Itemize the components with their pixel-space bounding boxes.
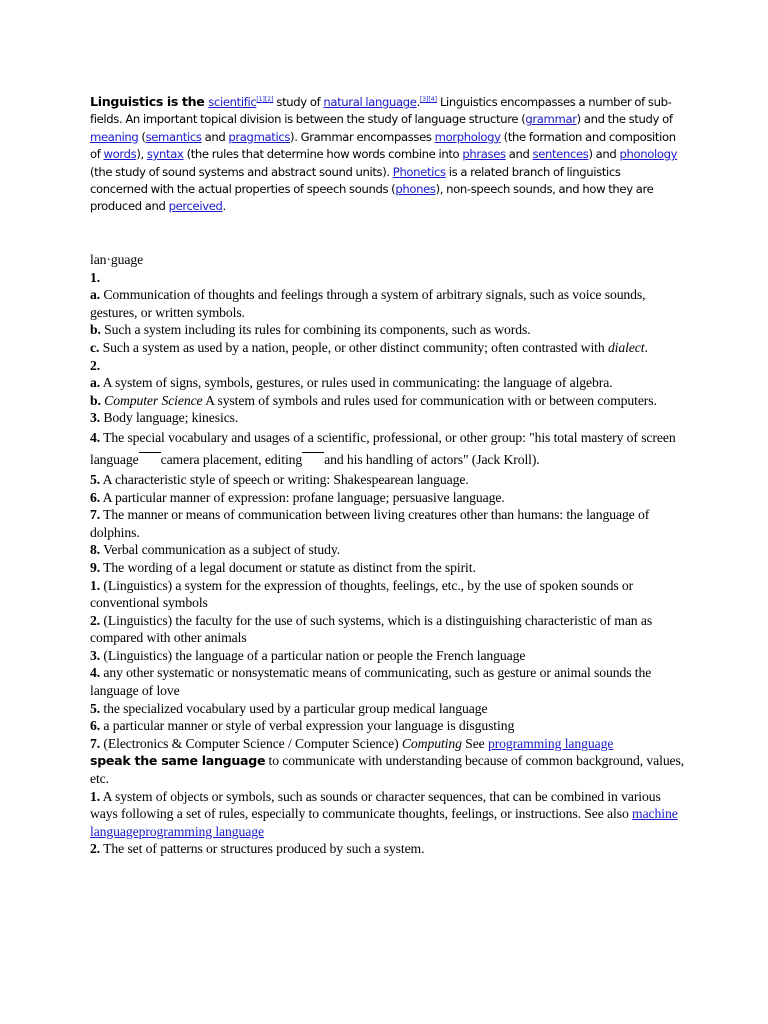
definition-text: . bbox=[644, 339, 648, 355]
sense-number bbox=[90, 357, 690, 375]
intro-text: . bbox=[416, 95, 420, 109]
sense-number-label: 1. bbox=[90, 269, 101, 285]
definition-text: (Linguistics) the language of a particular nation or people the French language bbox=[100, 647, 526, 663]
definition-text: A system of objects or symbols, such as sounds or character sequences, that can be combined in various ways following a set of rules, especially to communicate thoughts, feelings, or instructions. See also bbox=[90, 788, 661, 822]
sense-number-label: 5. bbox=[90, 471, 101, 487]
definition-1b bbox=[90, 321, 690, 339]
collins-definition-5 bbox=[90, 700, 690, 718]
definition-text: A system of symbols and rules used for communication with or between computers. bbox=[202, 392, 657, 408]
idiom-phrase bbox=[90, 752, 690, 787]
definition-text: Such a system as used by a nation, people, or other distinct community; often contrasted with bbox=[99, 339, 608, 355]
link-grammar[interactable]: grammar bbox=[525, 112, 577, 127]
sense-number-label: 1. bbox=[90, 577, 101, 593]
sense-letter: a. bbox=[90, 375, 101, 391]
sense-number-label: 3. bbox=[90, 647, 101, 663]
intro-text: ( bbox=[138, 129, 146, 144]
sense-number-label: 6. bbox=[90, 489, 101, 505]
sense-letter: b. bbox=[90, 392, 101, 408]
intro-text: Linguistics is the bbox=[90, 94, 209, 109]
intro-paragraph bbox=[90, 93, 680, 216]
collins-definition-7 bbox=[90, 735, 690, 753]
intro-text: (the study of sound systems and abstract sound units). bbox=[90, 164, 393, 179]
definition-text: The special vocabulary and usages of a scientific, professional, or other group: "his total mastery of screen language bbox=[90, 429, 676, 467]
definition-text: A characteristic style of speech or writing: Shakespearean language. bbox=[100, 471, 469, 487]
sense-number-label: 7. bbox=[90, 735, 101, 751]
sense-number-label: 6. bbox=[90, 718, 101, 734]
intro-text: ) and bbox=[588, 147, 620, 162]
link-semantics[interactable]: semantics bbox=[145, 129, 202, 144]
dictionary-entry bbox=[90, 251, 690, 858]
definition-text: The manner or means of communication between living creatures other than humans: the language of dolphins. bbox=[90, 507, 650, 540]
definition-text: (Linguistics) the faculty for the use of such systems, which is a distinguishing characteristic of man as compared with other animals bbox=[90, 612, 653, 646]
intro-text: . bbox=[222, 199, 226, 214]
collins-definition-6 bbox=[90, 717, 690, 735]
definition-2a bbox=[90, 374, 690, 392]
em-dash bbox=[139, 452, 161, 453]
sense-number-label: 3. bbox=[90, 410, 101, 426]
computing-definition-1 bbox=[90, 788, 690, 841]
definition-text: any other systematic or nonsystematic means of communicating, such as gesture or animal sounds the language of love bbox=[90, 665, 652, 699]
definition-3 bbox=[90, 409, 690, 427]
sense-number-label: 9. bbox=[90, 559, 101, 575]
reference-3-4[interactable] bbox=[420, 96, 437, 103]
intro-text: is a related branch of linguistics concerned with the actual properties of speech sounds ( bbox=[90, 164, 621, 197]
reference-1-2[interactable] bbox=[256, 96, 273, 103]
headword: lan·guage bbox=[90, 252, 144, 267]
definition-text: (Electronics & Computer Science / Computer Science) bbox=[100, 735, 402, 751]
link-phonology[interactable]: phonology bbox=[619, 147, 678, 162]
intro-text: and bbox=[201, 129, 229, 144]
sense-number-label: 2. bbox=[90, 357, 101, 373]
definition-text: (Linguistics) a system for the expression of thoughts, feelings, etc., by the use of spoken sounds or conventional symbols bbox=[90, 577, 634, 611]
definition-text: the specialized vocabulary used by a particular group medical language bbox=[100, 700, 488, 716]
sense-letter: a. bbox=[90, 287, 101, 303]
reference-link-1-2[interactable]: [1][2] bbox=[256, 96, 274, 103]
link-scientific[interactable]: scientific bbox=[208, 95, 257, 109]
collins-definition-2 bbox=[90, 612, 690, 647]
subject-label: Computing bbox=[401, 735, 462, 751]
sense-letter: b. bbox=[90, 322, 101, 338]
link-words[interactable]: words bbox=[103, 147, 137, 162]
computing-definition-2 bbox=[90, 840, 690, 858]
link-phones[interactable]: phones bbox=[395, 182, 436, 197]
definition-5 bbox=[90, 471, 690, 489]
link-phrases[interactable]: phrases bbox=[462, 147, 506, 162]
intro-text: (the rules that determine how words combine into bbox=[183, 147, 463, 162]
intro-text: study of bbox=[273, 95, 324, 109]
sense-number-label: 5. bbox=[90, 700, 101, 716]
sense-number-label: 1. bbox=[90, 788, 101, 804]
intro-text: (the formation and composition of bbox=[90, 129, 676, 162]
definition-text: Such a system including its rules for combining its components, such as words. bbox=[100, 322, 531, 338]
link-meaning[interactable]: meaning bbox=[90, 129, 139, 144]
definition-text: A particular manner of expression: profane language; persuasive language. bbox=[100, 489, 505, 505]
link-sentences[interactable]: sentences bbox=[532, 147, 589, 162]
sense-number-label: 8. bbox=[90, 542, 101, 558]
definition-text: and his handling of actors" (Jack Kroll). bbox=[324, 451, 540, 467]
link-morphology[interactable]: morphology bbox=[434, 129, 501, 144]
link-phonetics[interactable]: Phonetics bbox=[392, 164, 446, 179]
link-natural-language[interactable]: natural language bbox=[323, 95, 417, 109]
reference-link-3-4[interactable]: [3][4] bbox=[419, 96, 437, 103]
definition-text: to communicate with understanding because of common background, values, etc. bbox=[90, 753, 685, 787]
definition-8 bbox=[90, 541, 690, 559]
definition-text: camera placement, editing bbox=[160, 451, 303, 467]
definition-6 bbox=[90, 489, 690, 507]
sense-number-label: 4. bbox=[90, 429, 101, 445]
collins-definition-1 bbox=[90, 577, 690, 612]
link-syntax[interactable]: syntax bbox=[146, 147, 184, 162]
link-programming-language[interactable]: programming language bbox=[487, 735, 614, 751]
definition-text: A system of signs, symbols, gestures, or rules used in communicating: the language of algebra. bbox=[100, 375, 613, 391]
sense-number-label: 7. bbox=[90, 507, 101, 523]
definition-9 bbox=[90, 559, 690, 577]
idiom-headword: speak the same language bbox=[90, 753, 266, 769]
collins-definition-3 bbox=[90, 647, 690, 665]
definition-1c bbox=[90, 339, 690, 357]
definition-text: The wording of a legal document or statute as distinct from the spirit. bbox=[100, 559, 476, 575]
sense-number-label: 4. bbox=[90, 665, 101, 681]
intro-text: ), non-speech sounds, and how they are produced and bbox=[90, 182, 654, 214]
intro-text: Linguistics encompasses a number of sub-fields. An important topical division is between the study of language structure ( bbox=[90, 95, 672, 127]
definition-7 bbox=[90, 506, 690, 541]
definition-text: See bbox=[461, 735, 488, 751]
definition-1a bbox=[90, 286, 690, 321]
definition-text: Body language; kinesics. bbox=[100, 410, 239, 426]
definition-text: a particular manner or style of verbal expression your language is disgusting bbox=[100, 718, 515, 734]
definition-4 bbox=[90, 427, 690, 471]
sense-number-label: 2. bbox=[90, 841, 101, 857]
wikipedia-intro bbox=[90, 93, 680, 216]
sense-number-label: 2. bbox=[90, 612, 101, 628]
em-dash bbox=[302, 452, 324, 453]
definition-text: Communication of thoughts and feelings through a system of arbitrary signals, such as voice sounds, gestures, or written symbols. bbox=[90, 287, 646, 320]
intro-text: ). Grammar encompasses bbox=[290, 129, 435, 144]
intro-text: ) and the study of bbox=[576, 112, 673, 127]
definition-italic: dialect bbox=[607, 339, 645, 355]
intro-text: ), bbox=[136, 147, 147, 162]
intro-text: and bbox=[505, 147, 533, 162]
sense-letter: c. bbox=[90, 339, 100, 355]
link-machine-language-programming-language[interactable]: machine languageprogramming language bbox=[90, 806, 678, 839]
subject-label: Computer Science bbox=[104, 392, 203, 408]
link-perceived[interactable]: perceived bbox=[168, 199, 223, 214]
definition-2b bbox=[90, 392, 690, 410]
definition-text: Verbal communication as a subject of study. bbox=[100, 542, 341, 558]
definition-text: The set of patterns or structures produced by such a system. bbox=[100, 841, 425, 857]
link-pragmatics[interactable]: pragmatics bbox=[228, 129, 291, 144]
sense-number bbox=[90, 269, 690, 287]
collins-definition-4 bbox=[90, 664, 690, 699]
